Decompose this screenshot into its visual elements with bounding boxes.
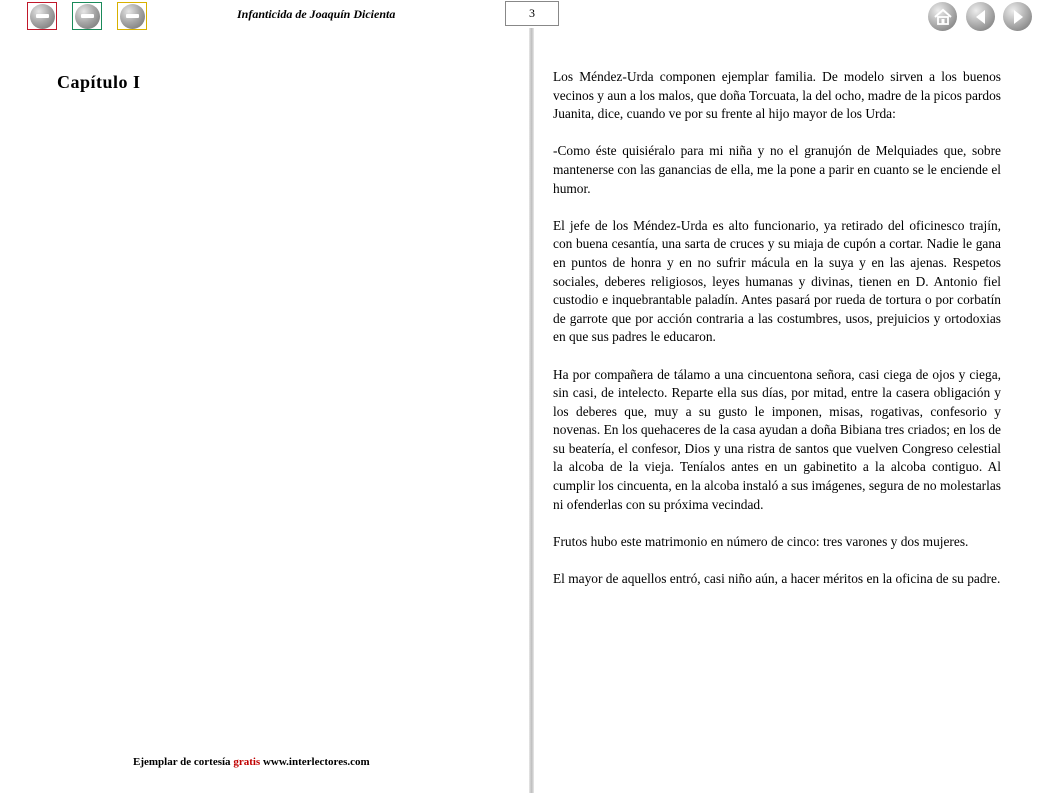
home-icon [933, 8, 953, 26]
paragraph: El jefe de los Méndez-Urda es alto funcionario, ya retirado del oficinesco trajín, con buena cesantía, una sarta de cruces y su miaja de cupón a cortar. Nadie le gana en puntos de honra y en no sufrir mácula en la suya y en las ajenas. Respetos sociales, deberes religiosos, leyes humanas y divinas, tienen en D. Antonio fiel custodio e inquebrantable paladín. Antes pasará por rueda de tortura o por corbatín de garrote que por acción contraria a las costumbres, usos, prejuicios y ortodoxias en que sus padres le educaron. [553, 217, 1001, 345]
book-title: Infanticida de Joaquín Dicienta [237, 7, 396, 21]
arrow-left-icon [972, 8, 990, 26]
arrow-right-icon [1009, 8, 1027, 26]
next-page-button[interactable] [1003, 2, 1032, 31]
paragraph: El mayor de aquellos entró, casi niño aún, a hacer méritos en la oficina de su padre. [553, 571, 1001, 587]
minimize-button-green[interactable] [72, 2, 102, 30]
footer-prefix: Ejemplar de cortesía [133, 756, 231, 768]
paragraph: Frutos hubo este matrimonio en número de cinco: tres varones y dos mujeres. [553, 533, 969, 549]
previous-page-button[interactable] [966, 2, 995, 31]
minus-icon [30, 4, 55, 29]
paragraph: Los Méndez-Urda componen ejemplar familia. De modelo sirven a los buenos vecinos y aun a los malos, que doña Torcuata, la del ocho, madre de la picos pardos Juanita, dice, cuando ve por su frente al hijo mayor de los Urda: [553, 69, 1001, 122]
footer-url[interactable]: www.interlectores.com [262, 756, 370, 768]
minimize-button-yellow[interactable] [117, 2, 147, 30]
chapter-title: Capítulo I [57, 72, 141, 92]
footer-credit [133, 756, 370, 768]
minus-icon [120, 4, 145, 29]
paragraph: Ha por compañera de tálamo a una cincuentona señora, casi ciega de ojos y ciega, sin casi, de intelecto. Reparte ella sus días, por mitad, entre la casera obligación y los deberes que, muy a su gusto le imponen, misas, rogativas, confesorio y novenas. En los quehaceres de la casa ayudan a doña Bibiana tres criados; en los de su beatería, el confesor, Dios y una ristra de santos que vuelven Congreso celestial la alcoba de la vieja. Teníalos antes en un gabinetito a la alcoba contiguo. Al cumplir los cincuenta, en la alcoba instaló a sus imágenes, segura de no molestarlas ni ofenderlas con su próxima vecindad. [553, 366, 1001, 512]
paragraph: -Como éste quisiéralo para mi niña y no el granujón de Melquiades que, sobre mantenerse con las ganancias de ella, me la pone a parir en cuanto se le enciende el humor. [553, 143, 1001, 196]
footer-gratis: gratis [233, 756, 261, 768]
chapter-body [553, 68, 1001, 607]
page-divider [529, 28, 534, 793]
page-number: 3 [505, 1, 559, 26]
minus-icon [75, 4, 100, 29]
minimize-button-red[interactable] [27, 2, 57, 30]
home-button[interactable] [928, 2, 957, 31]
